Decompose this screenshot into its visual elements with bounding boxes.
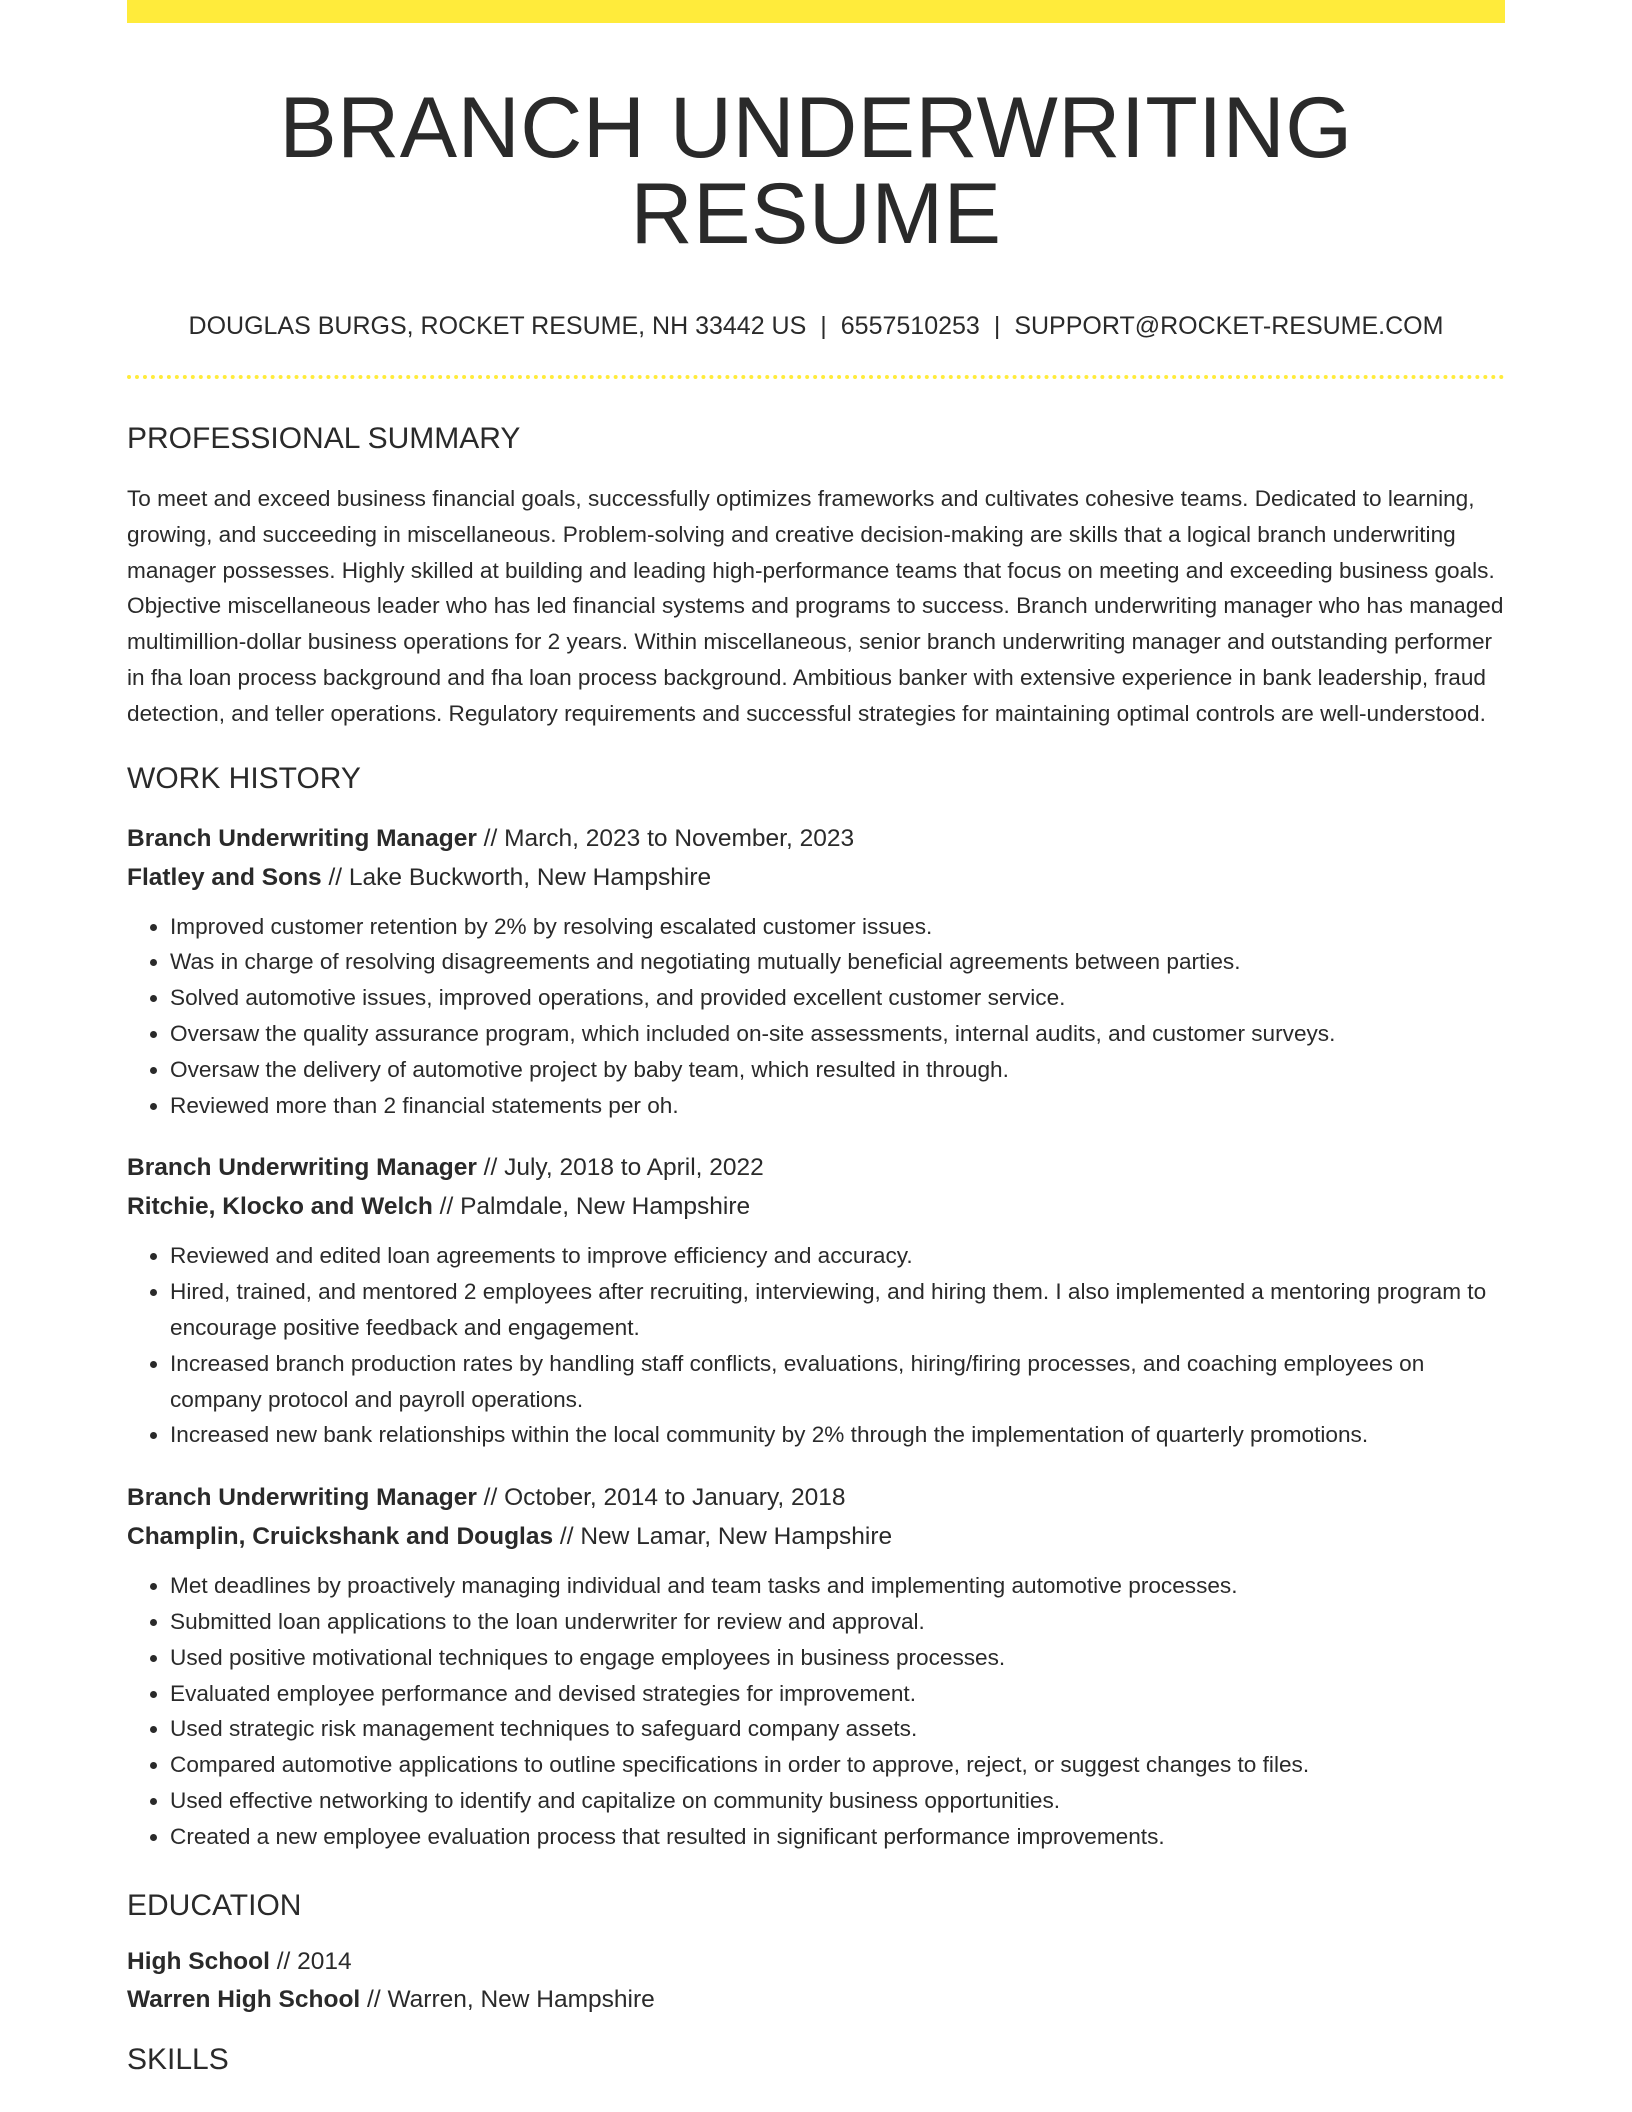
job-bullet: • Used positive motivational techniques to engage employees in business processes. [170, 1640, 1505, 1676]
job-bullet: • Compared automotive applications to outline specifications in order to approve, reject, or suggest changes to files. [170, 1747, 1505, 1783]
job-location: // Lake Buckworth, New Hampshire [321, 863, 712, 891]
job-company: Champlin, Cruickshank and Douglas [127, 1523, 554, 1551]
resume-title: BRANCH UNDERWRITING RESUME [279, 80, 1353, 262]
job-bullet: • Created a new employee evaluation process that resulted in significant performance improvements. [170, 1819, 1505, 1855]
job-company: Flatley and Sons [127, 863, 322, 891]
contact-address: DOUGLAS BURGS, ROCKET RESUME, NH 33442 US [188, 312, 807, 340]
job-entry [127, 1148, 1505, 1453]
job-location: // New Lamar, New Hampshire [553, 1523, 893, 1551]
contact-line [127, 311, 1505, 341]
job-entry [127, 819, 1505, 1124]
job-bullet: • Improved customer retention by 2% by resolving escalated customer issues. [170, 909, 1505, 945]
contact-separator: | [820, 312, 827, 340]
education-degree-line [127, 1943, 1505, 1981]
job-bullet: • Oversaw the delivery of automotive project by baby team, which resulted in through. [170, 1052, 1505, 1088]
job-bullet: • Used strategic risk management techniques to safeguard company assets. [170, 1711, 1505, 1747]
job-bullet: • Oversaw the quality assurance program, which included on-site assessments, internal audits, and customer surveys. [170, 1016, 1505, 1052]
job-company-line [127, 1517, 1505, 1556]
job-company: Ritchie, Klocko and Welch [127, 1193, 433, 1221]
job-company-line [127, 858, 1505, 897]
job-bullet: • Solved automotive issues, improved operations, and provided excellent customer service. [170, 980, 1505, 1016]
job-role-line [127, 819, 1505, 858]
contact-email[interactable]: SUPPORT@ROCKET-RESUME.COM [1014, 312, 1444, 340]
job-bullet: • Evaluated employee performance and devised strategies for improvement. [170, 1676, 1505, 1712]
job-role-line [127, 1478, 1505, 1517]
education-heading: EDUCATION [127, 1888, 302, 1922]
job-bullet: • Submitted loan applications to the loan underwriter for review and approval. [170, 1604, 1505, 1640]
job-dates: // July, 2018 to April, 2022 [476, 1154, 764, 1182]
job-bullet: • Met deadlines by proactively managing individual and team tasks and implementing automotive processes. [170, 1568, 1505, 1604]
job-bullet: • Used effective networking to identify and capitalize on community business opportunities. [170, 1783, 1505, 1819]
job-bullet: • Hired, trained, and mentored 2 employees after recruiting, interviewing, and hiring them. I also implemented a mentoring program to encourage positive feedback and engagement. [170, 1274, 1505, 1346]
accent-top-bar [127, 0, 1505, 23]
job-bullet: • Was in charge of resolving disagreements and negotiating mutually beneficial agreements between parties. [170, 944, 1505, 980]
education-year: // 2014 [269, 1947, 352, 1975]
skills-heading: SKILLS [127, 2042, 229, 2076]
work-history-heading: WORK HISTORY [127, 761, 361, 795]
job-dates: // October, 2014 to January, 2018 [476, 1484, 846, 1512]
job-bullets [127, 1238, 1505, 1453]
job-title: Branch Underwriting Manager [127, 1484, 477, 1512]
job-bullet: • Reviewed more than 2 financial statements per oh. [170, 1088, 1505, 1124]
job-company-line [127, 1187, 1505, 1226]
job-title: Branch Underwriting Manager [127, 1154, 477, 1182]
summary-heading: PROFESSIONAL SUMMARY [127, 422, 521, 455]
job-role-line [127, 1148, 1505, 1187]
job-bullets [127, 1568, 1505, 1854]
education-school: Warren High School [127, 1985, 361, 2013]
education-location: // Warren, New Hampshire [360, 1985, 655, 2013]
job-title: Branch Underwriting Manager [127, 824, 477, 852]
job-location: // Palmdale, New Hampshire [432, 1193, 751, 1221]
job-bullet: • Reviewed and edited loan agreements to improve efficiency and accuracy. [170, 1238, 1505, 1274]
education-school-line [127, 1981, 1505, 2019]
contact-separator: | [993, 312, 1001, 340]
contact-phone: 6557510253 [840, 312, 980, 340]
job-dates: // March, 2023 to November, 2023 [476, 824, 855, 852]
job-bullets [127, 909, 1505, 1124]
job-bullet: • Increased new bank relationships within the local community by 2% through the implementation of quarterly promotions. [170, 1417, 1505, 1453]
dotted-divider [127, 375, 1505, 379]
education-degree: High School [127, 1947, 270, 1975]
job-bullet: • Increased branch production rates by handling staff conflicts, evaluations, hiring/firing processes, and coaching employees on company protocol and payroll operations. [170, 1346, 1505, 1418]
job-entry [127, 1478, 1505, 1854]
summary-text: To meet and exceed business financial goals, successfully optimizes frameworks and cultivates cohesive teams. Dedicated to learning, growing, and succeeding in miscellaneous. Problem-solving and creative decision-making are skills that a logical branch underwriting manager possesses. Highly skilled at building and leading high-performance teams that focus on meeting and exceeding business goals. Objective miscellaneous leader who has led financial systems and programs to success. Branch underwriting manager who has managed multimillion-dollar business operations for 2 years. Within miscellaneous, senior branch underwriting manager and outstanding performer in fha loan process background and fha loan process background. Ambitious banker with extensive experience in bank leadership, fraud detection, and teller operations. Regulatory requirements and successful strategies for maintaining optimal controls are well-understood. [127, 486, 1504, 726]
